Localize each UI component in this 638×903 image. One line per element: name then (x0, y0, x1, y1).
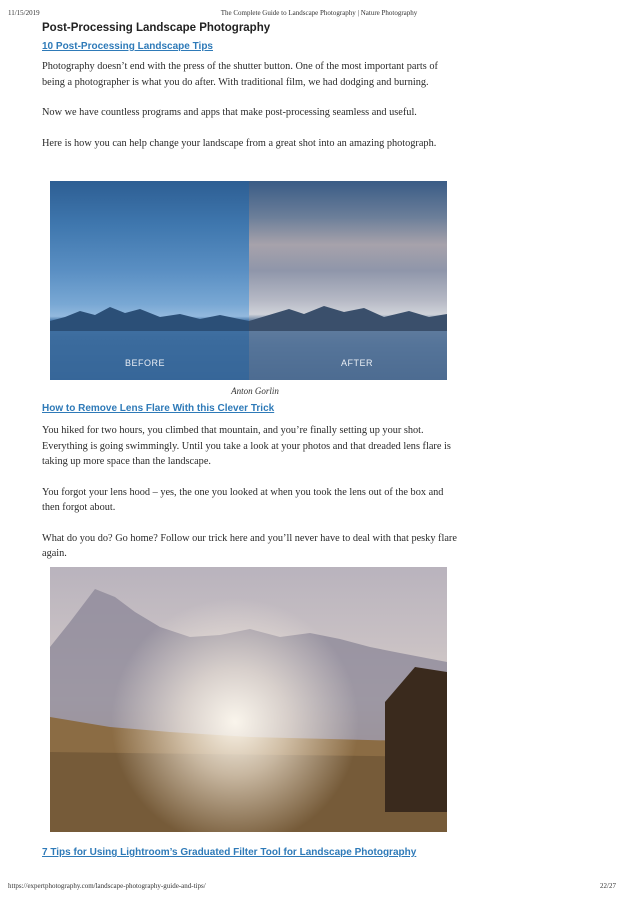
before-after-image (50, 181, 447, 380)
article-content-end (42, 846, 462, 860)
after-label: AFTER (341, 358, 374, 368)
article-content-continued (42, 402, 462, 562)
print-page-title: The Complete Guide to Landscape Photography | Nature Photography (220, 9, 418, 17)
print-footer (0, 882, 638, 892)
section-heading: Post-Processing Landscape Photography (42, 22, 271, 34)
before-mountains (50, 181, 249, 380)
print-url: https://expertphotography.com/landscape-photography-guide-and-tips/ (8, 882, 206, 890)
after-half (249, 181, 447, 380)
paragraph: Here is how you can help change your landscape from a great shot into an amazing photograph. (42, 137, 437, 149)
before-half (50, 181, 249, 380)
link-graduated-filter-tips[interactable]: 7 Tips for Using Lightroom’s Graduated Filter Tool for Landscape Photography (42, 847, 417, 858)
print-date: 11/15/2019 (8, 9, 40, 17)
paragraph: You hiked for two hours, you climbed that mountain, and you’re finally setting up your shot. Everything is going swimmingly. Until you take a look at your photos and that dreaded lens flare is taking up more space than the landscape. (42, 425, 451, 467)
print-page-number: 22/27 (600, 882, 616, 890)
paragraph: You forgot your lens hood – yes, the one you looked at when you took the lens out of the box and then forgot about. (42, 486, 444, 513)
paragraph: Photography doesn’t end with the press of the shutter button. One of the most important parts of being a photographer is what you do after. With traditional film, we had dodging and burning. (42, 61, 438, 88)
paragraph: Now we have countless programs and apps that make post-processing seamless and useful. (42, 107, 417, 118)
article-content (42, 20, 462, 151)
link-post-processing-tips[interactable]: 10 Post-Processing Landscape Tips (42, 41, 213, 52)
lens-flare-image (50, 567, 447, 832)
image-caption: Anton Gorlin (231, 386, 279, 396)
link-remove-lens-flare[interactable]: How to Remove Lens Flare With this Clever Trick (42, 403, 275, 414)
print-header (0, 9, 638, 19)
after-mountains (249, 181, 447, 380)
before-label: BEFORE (125, 358, 166, 368)
sun-flare (110, 597, 360, 832)
paragraph: What do you do? Go home? Follow our trick here and you’ll never have to deal with that pesky flare again. (42, 532, 457, 559)
